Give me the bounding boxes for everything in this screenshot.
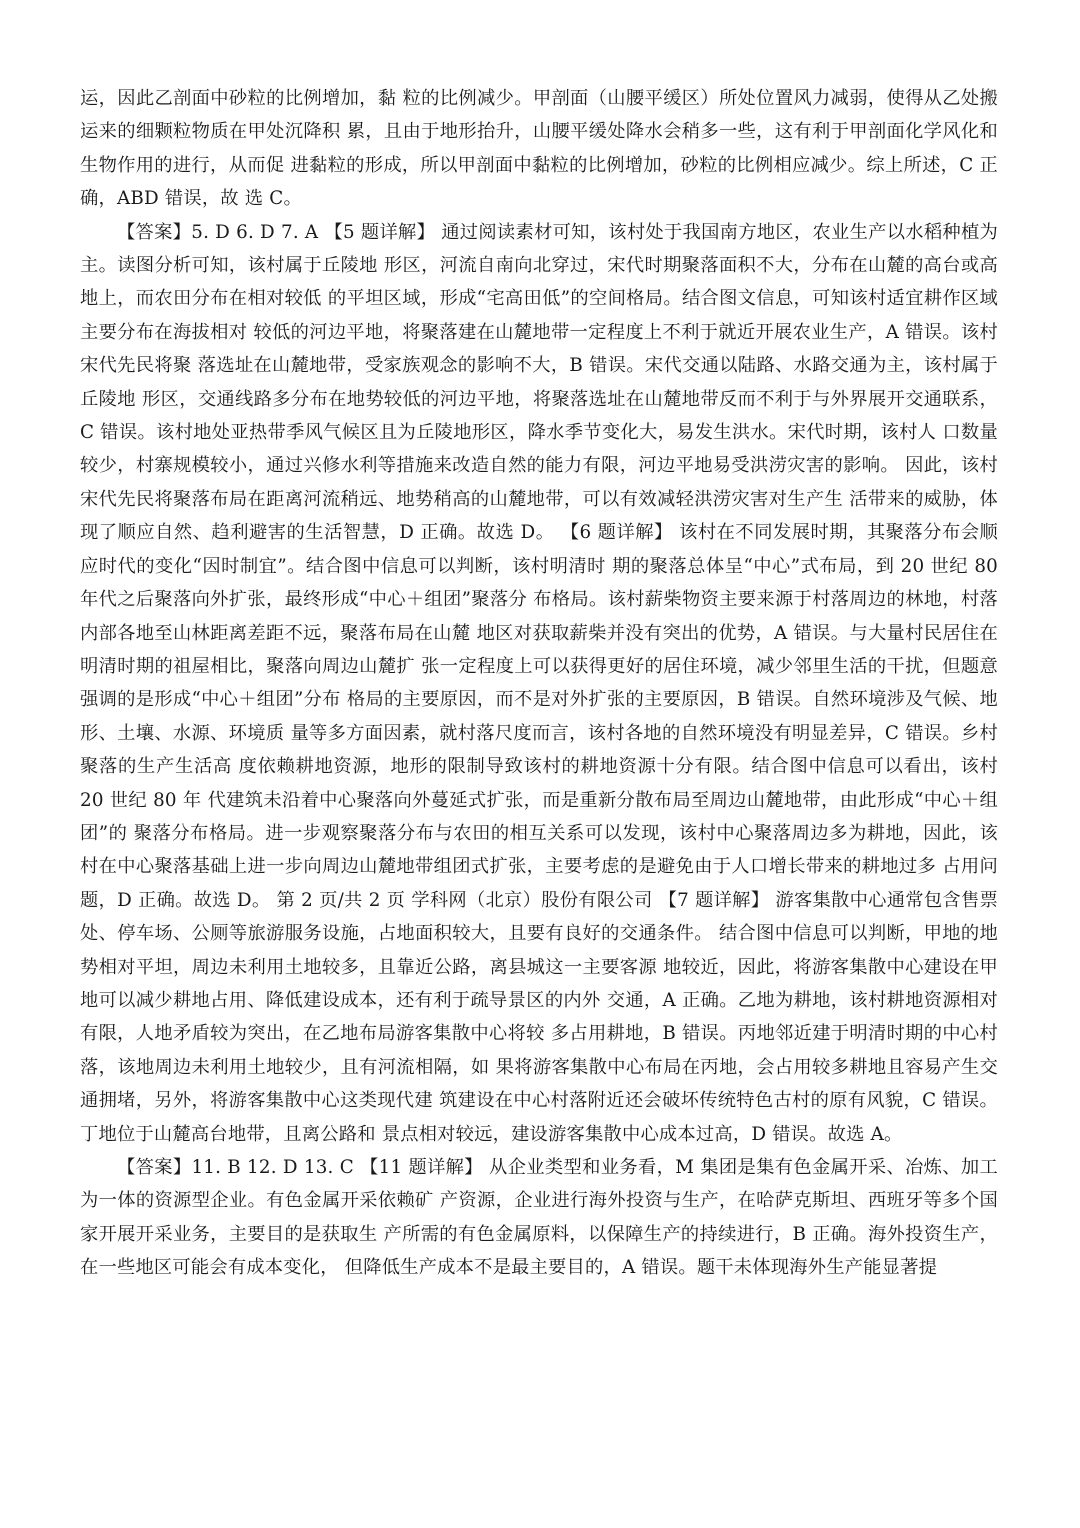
paragraph-answers-11-13: 【答案】11. B 12. D 13. C 【11 题详解】 从企业类型和业务看，M 集团是集有色金属开采、冶炼、加工为一体的资源型企业。有色金属开采依赖矿 产资源，企业进行海外投资与生产，在哈萨克斯坦、西班牙等多个国家开展开采业务，主要目的是获取生 产所需的有色金属原料，以保障生产的持续进行，B 正确。海外投资生产，在一些地区可能会有成本变化， 但降低生产成本不是最主要目的，A 错误。题干未体现海外生产能显著提 <box>80 1157 998 1279</box>
paragraph-answers-5-7: 【答案】5. D 6. D 7. A 【5 题详解】 通过阅读素材可知，该村处于我国南方地区，农业生产以水稻种植为主。读图分析可知，该村属于丘陵地 形区，河流自南向北穿过，宋代时期聚落面积不大，分布在山麓的高台或高地上，而农田分布在相对较低 的平坦区域，形成“宅高田低”的空间格局。结合图文信息，可知该村适宜耕作区域主要分布在海拔相对 较低的河边平地，将聚落建在山麓地带一定程度上不利于就近开展农业生产，A 错误。该村宋代先民将聚 落选址在山麓地带，受家族观念的影响不大，B 错误。宋代交通以陆路、水路交通为主，该村属于丘陵地 形区，交通线路多分布在地势较低的河边平地，将聚落选址在山麓地带反而不利于与外界展开交通联系， C 错误。该村地处亚热带季风气候区且为丘陵地形区，降水季节变化大，易发生洪水。宋代时期，该村人 口数量较少，村寨规模较小，通过兴修水利等措施来改造自然的能力有限，河边平地易受洪涝灾害的影响。 因此，该村宋代先民将聚落布局在距离河流稍远、地势稍高的山麓地带，可以有效减轻洪涝灾害对生产生 活带来的威胁，体现了顺应自然、趋利避害的生活智慧，D 正确。故选 D。 【6 题详解】 该村在不同发展时期，其聚落分布会顺应时代的变化“因时制宜”。结合图中信息可以判断，该村明清时 期的聚落总体呈“中心”式布局，到 20 世纪 80 年代之后聚落向外扩张，最终形成“中心＋组团”聚落分 布格局。该村薪柴物资主要来源于村落周边的林地，村落内部各地至山林距离差距不远，聚落布局在山麓 地区对获取薪柴并没有突出的优势，A 错误。与大量村民居住在明清时期的祖屋相比，聚落向周边山麓扩 张一定程度上可以获得更好的居住环境，减少邻里生活的干扰，但题意强调的是形成“中心＋组团”分布 格局的主要原因，而不是对外扩张的主要原因，B 错误。自然环境涉及气候、地形、土壤、水源、环境质 量等多方面因素，就村落尺度而言，该村各地的自然环境没有明显差异，C 错误。乡村聚落的生产生活高 度依赖耕地资源，地形的限制导致该村的耕地资源十分有限。结合图中信息可以看出，该村 20 世纪 80 年 代建筑未沿着中心聚落向外蔓延式扩张，而是重新分散布局至周边山麓地带，由此形成“中心＋组团”的 聚落分布格局。进一步观察聚落分布与农田的相互关系可以发现，该村中心聚落周边多为耕地，因此，该 村在中心聚落基础上进一步向周边山麓地带组团式扩张，主要考虑的是避免由于人口增长带来的耕地过多 占用问题，D 正确。故选 D。 第 2 页/共 2 页 学科网（北京）股份有限公司 【7 题详解】 游客集散中心通常包含售票处、停车场、公厕等旅游服务设施，占地面积较大，且要有良好的交通条件。 结合图中信息可以判断，甲地的地势相对平坦，周边未利用土地较多，且靠近公路，离县城这一主要客源 地较近，因此，将游客集散中心建设在甲地可以减少耕地占用、降低建设成本，还有利于疏导景区的内外 交通，A 正确。乙地为耕地，该村耕地资源相对有限，人地矛盾较为突出，在乙地布局游客集散中心将较 多占用耕地，B 错误。丙地邻近建于明清时期的中心村落，该地周边未利用土地较少，且有河流相隔，如 果将游客集散中心布局在丙地，会占用较多耕地且容易产生交通拥堵，另外，将游客集散中心这类现代建 筑建设在中心村落附近还会破坏传统特色古村的原有风貌，C 错误。丁地位于山麓高台地带，且离公路和 景点相对较远，建设游客集散中心成本过高，D 错误。故选 A。 <box>80 221 998 1145</box>
paragraph-soil-profile-answer: 运，因此乙剖面中砂粒的比例增加，黏 粒的比例减少。甲剖面（山腰平缓区）所处位置风力减弱，使得从乙处搬运来的细颗粒物质在甲处沉降积 累，且由于地形抬升，山腰平缓处降水会稍多一些，这有利于甲剖面化学风化和生物作用的进行，从而促 进黏粒的形成，所以甲剖面中黏粒的比例增加，砂粒的比例相应减少。综上所述，C 正确，ABD 错误，故 选 C。 <box>80 88 998 210</box>
